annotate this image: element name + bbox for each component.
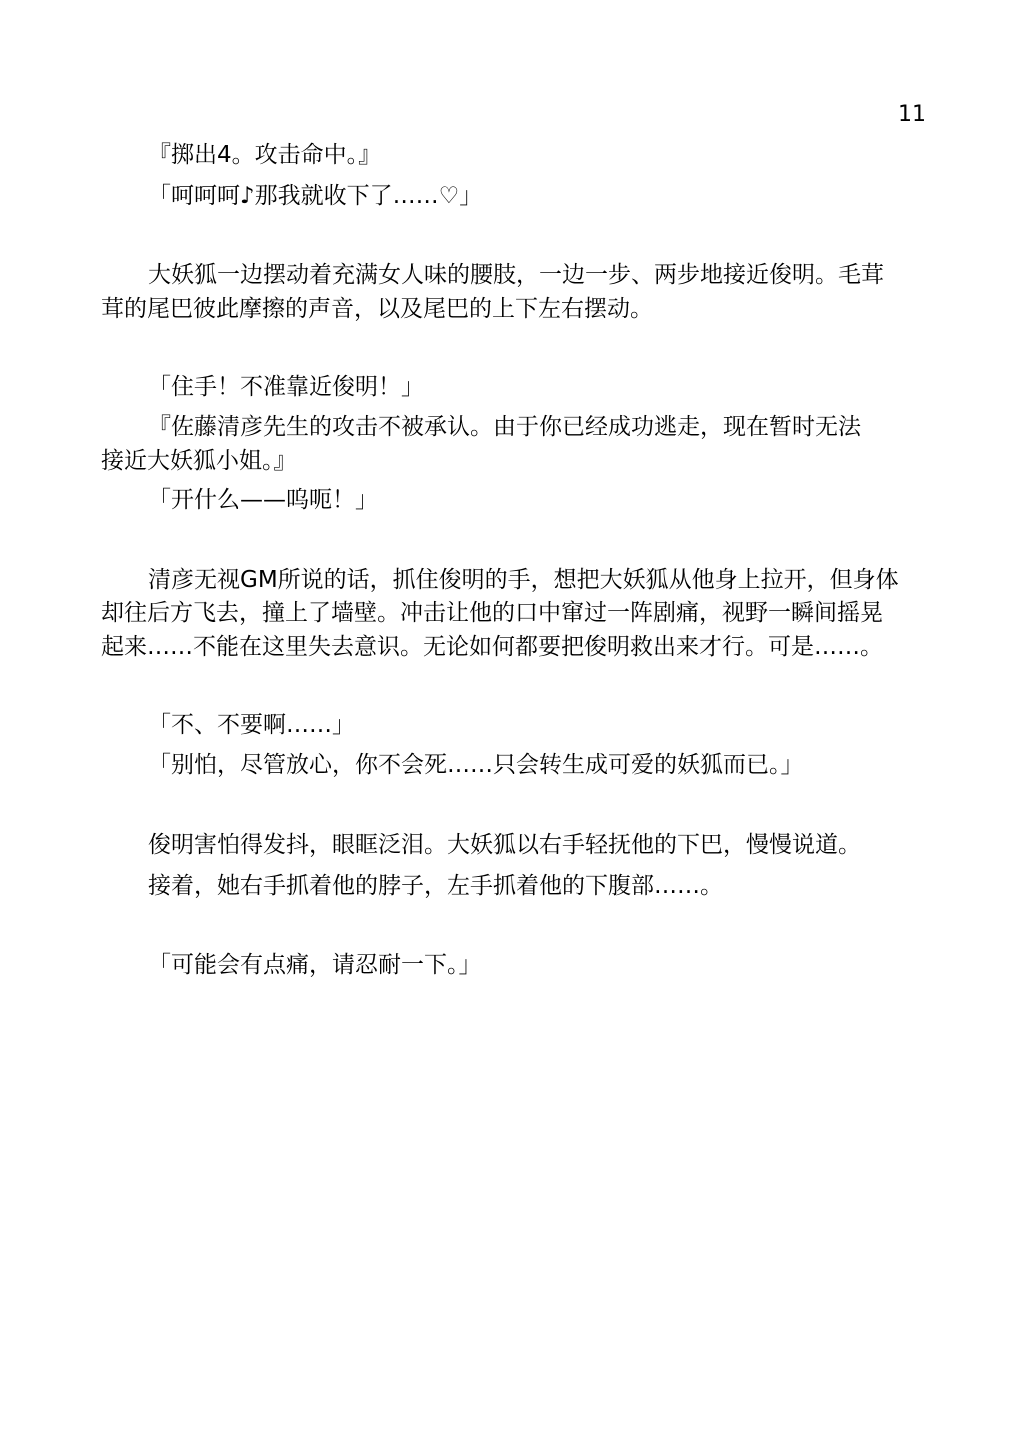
text-line: 「可能会有点痛，请忍耐一下。」 (148, 952, 482, 978)
text-line: 接着，她右手抓着他的脖子，左手抓着他的下腹部……。 (148, 873, 723, 899)
text-line: 「开什么——呜呃！」 (148, 487, 378, 513)
text-line: 清彦无视GM所说的话，抓住俊明的手，想把大妖狐从他身上拉开，但身体 (148, 567, 899, 593)
text-line: 俊明害怕得发抖，眼眶泛泪。大妖狐以右手轻抚他的下巴，慢慢说道。 (148, 832, 861, 858)
text-line: 大妖狐一边摆动着充满女人味的腰肢，一边一步、两步地接近俊明。毛茸 (148, 262, 884, 288)
text-line: 「住手！不准靠近俊明！」 (148, 374, 424, 400)
text-line: 接近大妖狐小姐。』 (101, 448, 297, 474)
text-line: 『掷出4。攻击命中。』 (148, 142, 382, 168)
page-number: 11 (898, 102, 926, 127)
text-line: 起来……不能在这里失去意识。无论如何都要把俊明救出来才行。可是……。 (101, 634, 883, 660)
text-line: 「呵呵呵♪那我就收下了……♡」 (148, 183, 483, 209)
text-line: 「别怕，尽管放心，你不会死……只会转生成可爱的妖狐而已。」 (148, 752, 804, 778)
text-line: 茸的尾巴彼此摩擦的声音，以及尾巴的上下左右摆动。 (101, 296, 653, 322)
text-line: 却往后方飞去，撞上了墙壁。冲击让他的口中窜过一阵剧痛，视野一瞬间摇晃 (101, 600, 883, 626)
text-line: 「不、不要啊……」 (148, 712, 355, 738)
text-line: 『佐藤清彦先生的攻击不被承认。由于你已经成功逃走，现在暂时无法 (148, 414, 861, 440)
